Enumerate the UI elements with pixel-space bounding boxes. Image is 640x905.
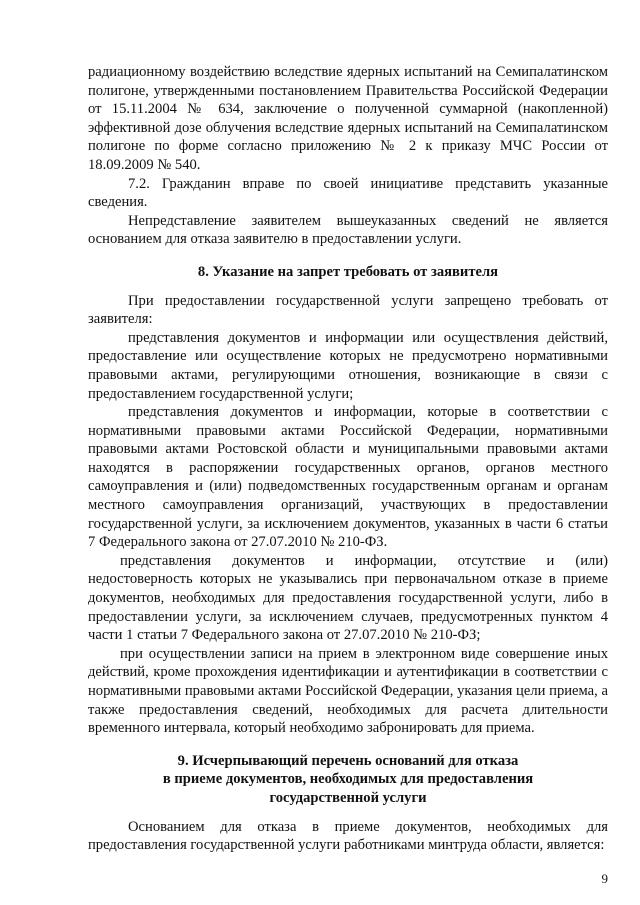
section-8-item-2: представления документов и информации, которые в соответствии с нормативными правовыми актами Российской Федерации, нормативными правовыми актами Ростовской области и муниципальными правовыми актами находятся в распоряжении государственных органов, органов местного самоуправления и (или) подведомственных государственным органам и органам местного самоуправления организаций, участвующих в предоставлении государственной услуги, за исключением документов, указанных в части 6 статьи 7 Федерального закона от 27.07.2010 № 210-ФЗ.: [88, 404, 608, 551]
section-8-item-1: представления документов и информации или осуществления действий, предоставление или осуществление которых не предусмотрено нормативными правовыми актами, регулирующими отношения, возникающие в связи с предоставлением государственной услуги;: [88, 329, 608, 402]
paragraph-radiation-documents: радиационному воздействию вследствие ядерных испытаний на Семипалатинском полигоне, утвержденными постановлением Правительства Российской Федерации от 15.11.2004 № 634, заключение о полученной суммарной (накопленной) эффективной дозе облучения вследствие ядерных испытаний на Семипалатинском полигоне по форме согласно приложению № 2 к приказу МЧС России от 18.09.2009 № 540.: [88, 64, 608, 173]
section-9-title: [88, 752, 608, 808]
section-9-intro: Основанием для отказа в приеме документов, необходимых для предоставления государственной услуги работниками минтруда области, является:: [88, 818, 608, 854]
section-9-title-line-2: в приеме документов, необходимых для предоставления: [162, 771, 534, 788]
section-9-title-line-3: государственной услуги: [269, 789, 427, 806]
section-9-title-line-1: 9. Исчерпывающий перечень оснований для отказа: [177, 752, 519, 769]
paragraph-7-2: 7.2. Гражданин вправе по своей инициативе представить указанные сведения.: [88, 175, 608, 211]
paragraph-non-submission: Непредставление заявителем вышеуказанных сведений не является основанием для отказа заявителю в предоставлении услуги.: [88, 212, 608, 248]
section-8-title: 8. Указание на запрет требовать от заявителя: [197, 263, 499, 280]
section-8-item-3: представления документов и информации, отсутствие и (или) недостоверность которых не указывались при первоначальном отказе в приеме документов, необходимых для предоставления государственной услуги, либо в предоставлении услуги, за исключением случаев, предусмотренных пунктом 4 части 1 статьи 7 Федерального закона от 27.07.2010 № 210-ФЗ;: [88, 552, 608, 644]
page-number: 9: [601, 871, 608, 886]
page-content: [88, 63, 608, 855]
section-8-item-4: при осуществлении записи на прием в электронном виде совершение иных действий, кроме прохождения идентификации и аутентификации в соответствии с нормативными правовыми актами Российской Федерации, указания цели приема, а также предоставления сведений, необходимых для расчета длительности временного интервала, который необходимо забронировать для приема.: [88, 645, 608, 737]
section-8-intro: При предоставлении государственной услуги запрещено требовать от заявителя:: [88, 292, 608, 328]
